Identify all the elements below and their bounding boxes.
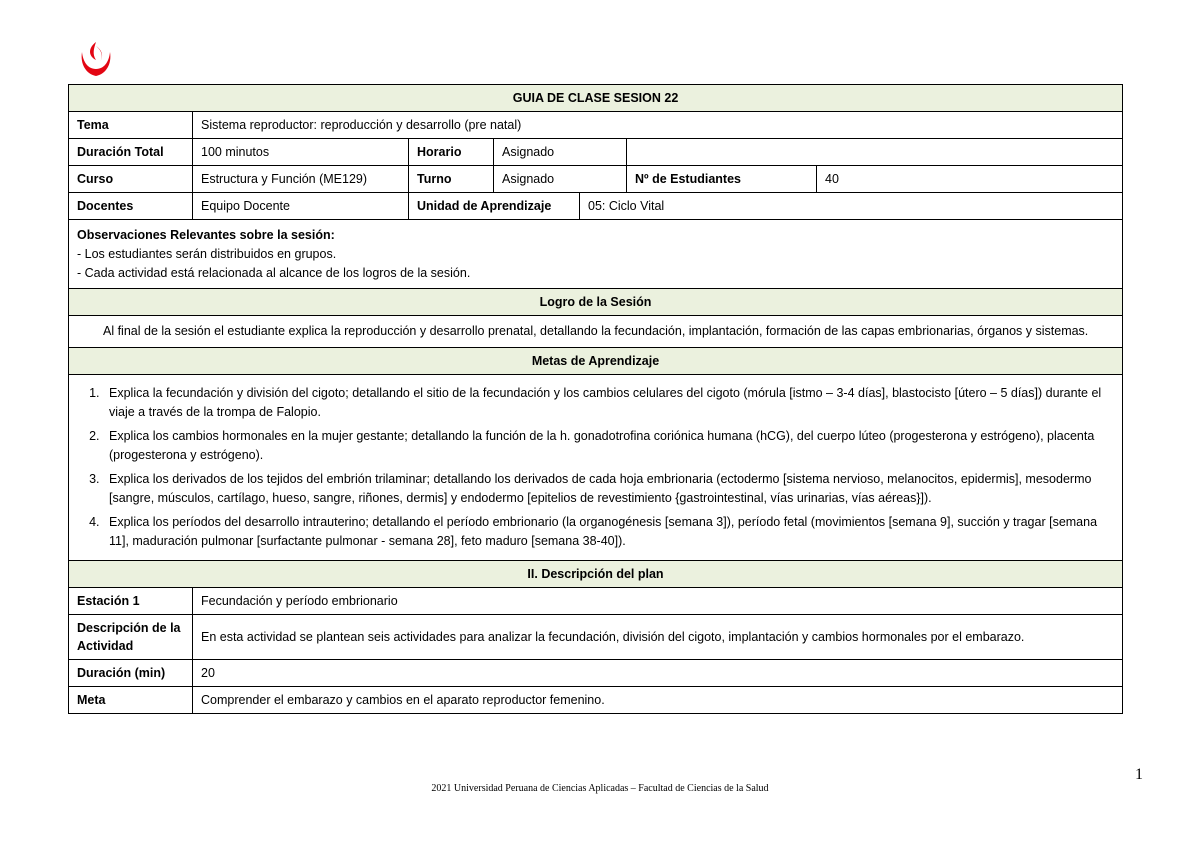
empty-cell xyxy=(627,139,1123,166)
meta-value: Comprender el embarazo y cambios en el aparato reproductor femenino. xyxy=(193,687,1123,714)
duracion-total-label: Duración Total xyxy=(69,139,193,166)
class-guide-table xyxy=(68,84,1123,714)
observaciones-line: - Cada actividad está relacionada al alcance de los logros de la sesión. xyxy=(77,266,471,280)
logro-title: Logro de la Sesión xyxy=(69,289,1123,316)
unidad-label: Unidad de Aprendizaje xyxy=(409,193,580,220)
meta-item: 3. Explica los derivados de los tejidos del embrión trilaminar; detallando los derivados de cada hoja embrionaria (ectodermo [sistema nervioso, melanocitos, epidermis], mesodermo [sangre, músculos, cartílago, hueso, sangre, riñones, dermis] y endodermo [epitelios de revestimiento {gastrointestinal, vías urinarias, vías aéreas}]). xyxy=(103,470,1114,508)
turno-value: Asignado xyxy=(494,166,627,193)
logro-text xyxy=(69,316,1123,348)
logro-text-content: Al final de la sesión el estudiante explica la reproducción y desarrollo prenatal, detallando la fecundación, implantación, formación de las capas embrionarias, órganos y sistemas. xyxy=(103,324,1089,338)
page-number: 1 xyxy=(1135,766,1143,783)
observaciones-cell xyxy=(69,220,1123,289)
meta-label: Meta xyxy=(69,687,193,714)
curso-label: Curso xyxy=(69,166,193,193)
curso-value: Estructura y Función (ME129) xyxy=(193,166,409,193)
metas-title: Metas de Aprendizaje xyxy=(69,348,1123,375)
guide-title: GUIA DE CLASE SESION 22 xyxy=(69,85,1123,112)
upc-flame-logo-icon xyxy=(74,38,118,82)
estudiantes-value: 40 xyxy=(817,166,1123,193)
unidad-value: 05: Ciclo Vital xyxy=(580,193,1123,220)
docentes-label: Docentes xyxy=(69,193,193,220)
meta-item: 4. Explica los períodos del desarrollo intrauterino; detallando el período embrionario (la organogénesis [semana 3]), período fetal (movimientos [semana 9], succión y tragar [semana 11], maduración pulmonar [surfactante pulmonar - semana 28], feto maduro [semana 38-40]). xyxy=(103,513,1114,551)
tema-label: Tema xyxy=(69,112,193,139)
estacion-label: Estación 1 xyxy=(69,588,193,615)
estacion-value: Fecundación y período embrionario xyxy=(193,588,1123,615)
observaciones-title: Observaciones Relevantes sobre la sesión: xyxy=(77,228,335,242)
turno-label: Turno xyxy=(409,166,494,193)
docentes-value: Equipo Docente xyxy=(193,193,409,220)
page-footer: 2021 Universidad Peruana de Ciencias Aplicadas – Facultad de Ciencias de la Salud xyxy=(431,783,769,794)
metas-cell xyxy=(69,375,1123,561)
tema-value: Sistema reproductor: reproducción y desarrollo (pre natal) xyxy=(193,112,1123,139)
meta-item: 1. Explica la fecundación y división del cigoto; detallando el sitio de la fecundación y los cambios celulares del cigoto (mórula [istmo – 3-4 días], blastocisto [útero – 5 días]) durante el viaje a través de la trompa de Falopio. xyxy=(103,384,1114,422)
descripcion-label: Descripción de la Actividad xyxy=(69,615,193,660)
duracion-total-value: 100 minutos xyxy=(193,139,409,166)
meta-item: 2. Explica los cambios hormonales en la mujer gestante; detallando la función de la h. gonadotrofina coriónica humana (hCG), del cuerpo lúteo (progesterona y estrógeno), placenta (progesterona y estrógeno). xyxy=(103,427,1114,465)
plan-title: II. Descripción del plan xyxy=(69,561,1123,588)
duracion-min-value: 20 xyxy=(193,660,1123,687)
horario-label: Horario xyxy=(409,139,494,166)
horario-value: Asignado xyxy=(494,139,627,166)
descripcion-value: En esta actividad se plantean seis actividades para analizar la fecundación, división del cigoto, implantación y cambios hormonales por el embarazo. xyxy=(193,615,1123,660)
estudiantes-label: Nº de Estudiantes xyxy=(627,166,817,193)
duracion-min-label: Duración (min) xyxy=(69,660,193,687)
observaciones-line: - Los estudiantes serán distribuidos en grupos. xyxy=(77,247,337,261)
metas-list xyxy=(79,384,1114,551)
